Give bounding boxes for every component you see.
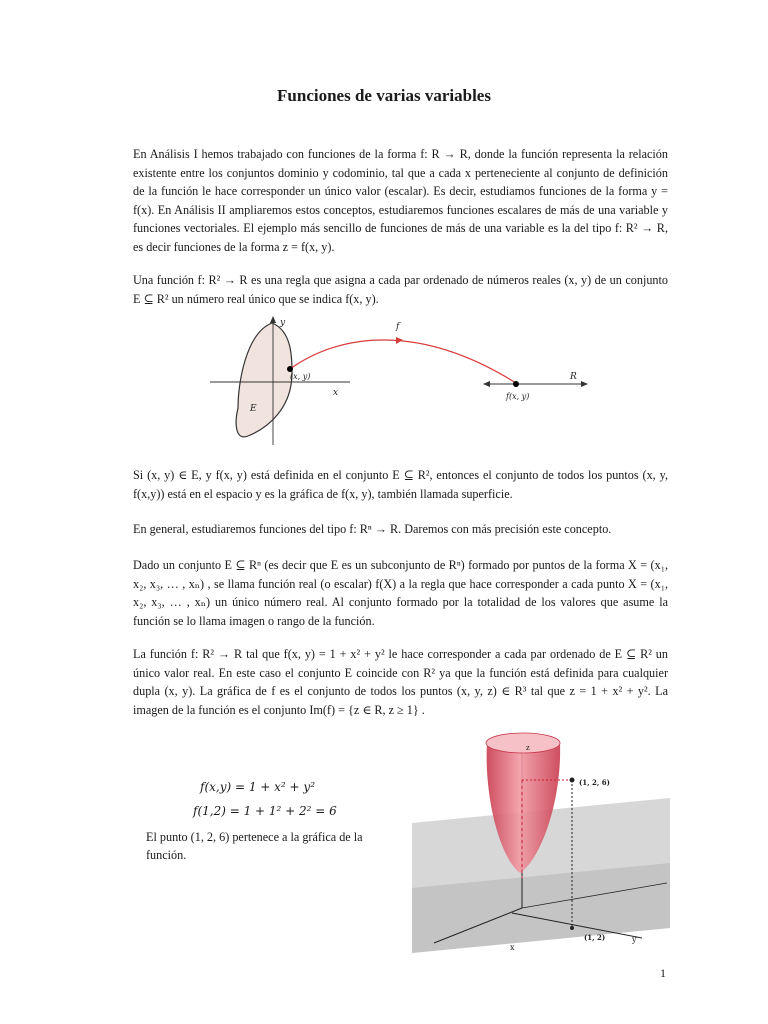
label-point: (x, y) <box>290 372 311 381</box>
label-point-12: (1, 2) <box>584 933 606 942</box>
label-x: x <box>333 388 339 398</box>
page-number: 1 <box>660 966 666 980</box>
point-fxy <box>513 381 519 387</box>
formula-definition: f(x,y) = 1 + x² + y² <box>200 780 316 794</box>
label-z: z <box>526 744 530 752</box>
region-E <box>236 323 292 437</box>
formula-evaluation: f(1,2) = 1 + 1² + 2² = 6 <box>193 804 337 818</box>
paragraph-intro: En Análisis I hemos trabajado con funciones de la forma f: R → R, donde la función representa la relación existente entre los conjuntos dominio y codominio, tal que a cada x perteneciente al conjunto de definición de la función le hace corresponder un único valor (escalar). Es decir, estudiamos funciones de la forma y = f(x). En Análisis II ampliaremos estos conceptos, estudiaremos funciones escalares de más de una variable y funciones vectoriales. El ejemplo más sencillo de funciones de más de una variable es la del tipo f: R² → R, es decir funciones de la forma z = f(x, y). <box>133 147 668 254</box>
paragraph-graph: Si (x, y) ∈ E, y f(x, y) está definida en el conjunto E ⊆ R², entonces el conjunto de todos los puntos (x, y, f(x,y)) está en el espacio y es la gráfica de f(x, y), también llamada superficie. <box>133 468 668 501</box>
paragraph-general: En general, estudiaremos funciones del tipo f: Rⁿ → R. Daremos con más precisión este concepto. <box>133 522 612 536</box>
point-12 <box>570 926 574 930</box>
label-R: R <box>570 372 577 382</box>
paragraph-example: La función f: R² → R tal que f(x, y) = 1 + x² + y² le hace corresponder a cada par ordenado de E ⊆ R² un único valor real. En este caso el conjunto E coincide con R² ya que la función está definida para cualquier dupla (x, y). La gráfica de f es el conjunto de todos los puntos (x, y, z) ∈ R³ tal que z = 1 + x² + y². La imagen de la función es el conjunto Im(f) = {z ∈ R, z ≥ 1} . <box>133 647 668 717</box>
label-x-3d: x <box>510 943 515 952</box>
page-title: Funciones de varias variables <box>277 86 491 105</box>
label-y-3d: y <box>632 935 637 944</box>
label-point-126: (1, 2, 6) <box>579 778 610 787</box>
domain-mapping-figure <box>200 313 590 455</box>
example-note: El punto (1, 2, 6) pertenece a la gráfica de la función. <box>146 830 363 862</box>
paragraph-rn: Dado un conjunto E ⊆ Rⁿ (es decir que E es un subconjunto de Rⁿ) formado por puntos de la forma X = (x₁, x₂, x₃, … , xₙ) , se llama función real (o escalar) f(X) a la regla que hace corresponder a cada punto X = (x₁, x₂, x₃, … , xₙ) un único número real. Al conjunto formado por la totalidad de los valores que asume la función se lo llama imagen o rango de la función. <box>133 558 668 628</box>
f-arrow <box>290 340 516 383</box>
paraboloid-figure <box>412 728 670 958</box>
label-y: y <box>280 318 286 328</box>
label-E: E <box>250 404 257 414</box>
paragraph-definition: Una función f: R² → R es una regla que asigna a cada par ordenado de números reales (x, y) de un conjunto E ⊆ R² un número real único que se indica f(x, y). <box>133 273 668 306</box>
label-f: f <box>396 322 400 332</box>
label-fxy: f(x, y) <box>506 392 530 401</box>
point-126 <box>570 778 575 783</box>
